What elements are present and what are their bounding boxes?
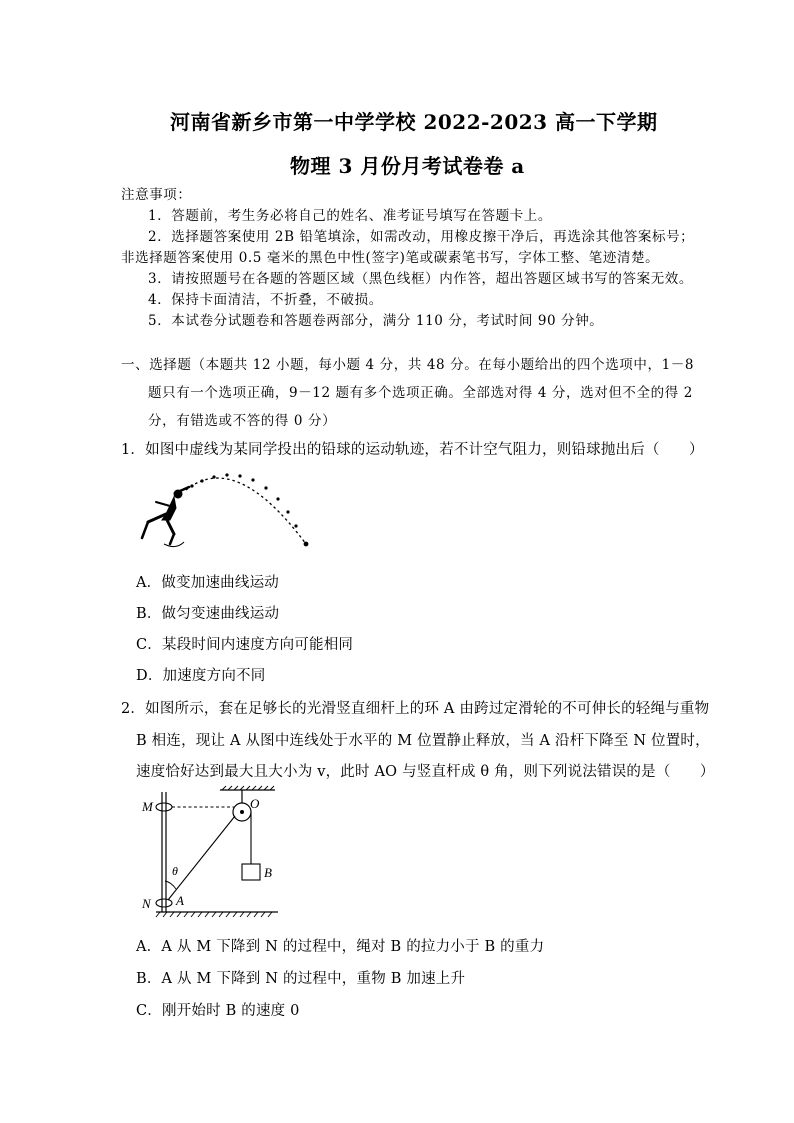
q2-option-c: C．刚开始时 B 的速度 0 — [136, 1003, 300, 1019]
label-a: A — [176, 893, 184, 908]
q2-stem-line-2: B 相连，现让 A 从图中连线处于水平的 M 位置静止释放，当 A 沿杆下降至 N 位置时， — [136, 733, 710, 749]
q1-option-d: D．加速度方向不同 — [136, 668, 266, 684]
notes-item-1: 1．答题前，考生务必将自己的姓名、准考证号填写在答题卡上。 — [148, 208, 552, 224]
title-line-2: 物理 3 月份月考试卷卷 a — [290, 154, 525, 178]
notes-item-2: 2．选择题答案使用 2B 铅笔填涂，如需改动，用橡皮擦干净后，再选涂其他答案标号； — [148, 229, 695, 245]
q1-option-c: C．某段时间内速度方向可能相同 — [136, 637, 354, 653]
section1-heading-line-1: 一、选择题（本题共 12 小题，每小题 4 分，共 48 分。在每小题给出的四个选项中，1－8 — [121, 357, 695, 373]
q1-option-b: B．做匀变速曲线运动 — [136, 606, 280, 622]
section1-heading-line-3: 分，有错选或不答的得 0 分） — [148, 413, 337, 429]
q2-option-b: B．A 从 M 下降到 N 的过程中，重物 B 加速上升 — [136, 971, 466, 987]
label-theta: θ — [172, 864, 178, 878]
notes-item-5: 5．本试卷分试题卷和答题卷两部分，满分 110 分，考试时间 90 分钟。 — [148, 313, 604, 329]
notes-item-4: 4．保持卡面清洁，不折叠，不破损。 — [148, 292, 383, 308]
label-o: O — [250, 796, 260, 811]
title-line-1: 河南省新乡市第一中学学校 2022-2023 高一下学期 — [170, 110, 658, 134]
q2-stem-line-3: 速度恰好达到最大且大小为 v，此时 AO 与竖直杆成 θ 角，则下列说法错误的是（ ） — [136, 764, 715, 780]
label-n: N — [142, 896, 151, 911]
section1-heading-line-2: 题只有一个选项正确，9－12 题有多个选项正确。全部选对得 4 分，选对但不全的得 2 — [148, 385, 693, 401]
q2-stem-line-1: 2．如图所示，套在足够长的光滑竖直细杆上的环 A 由跨过定滑轮的不可伸长的轻绳与重物 — [121, 701, 710, 717]
q2-pulley-figure — [140, 786, 285, 926]
q1-option-a: A．做变加速曲线运动 — [136, 575, 279, 591]
q2-option-a: A．A 从 M 下降到 N 的过程中，绳对 B 的拉力小于 B 的重力 — [136, 939, 545, 955]
notes-item-3: 3．请按照题号在各题的答题区域（黑色线框）内作答，超出答题区域书写的答案无效。 — [148, 271, 693, 287]
notes-item-2-cont: 非选择题答案使用 0.5 毫米的黑色中性(签字)笔或碳素笔书写，字体工整、笔迹清楚。 — [121, 250, 660, 266]
label-m: M — [142, 799, 153, 814]
label-b: B — [264, 865, 272, 880]
q1-shot-put-figure — [136, 468, 316, 550]
q1-stem: 1．如图中虚线为某同学投出的铅球的运动轨迹，若不计空气阻力，则铅球抛出后（ ） — [121, 442, 704, 458]
notes-heading: 注意事项： — [121, 187, 192, 203]
